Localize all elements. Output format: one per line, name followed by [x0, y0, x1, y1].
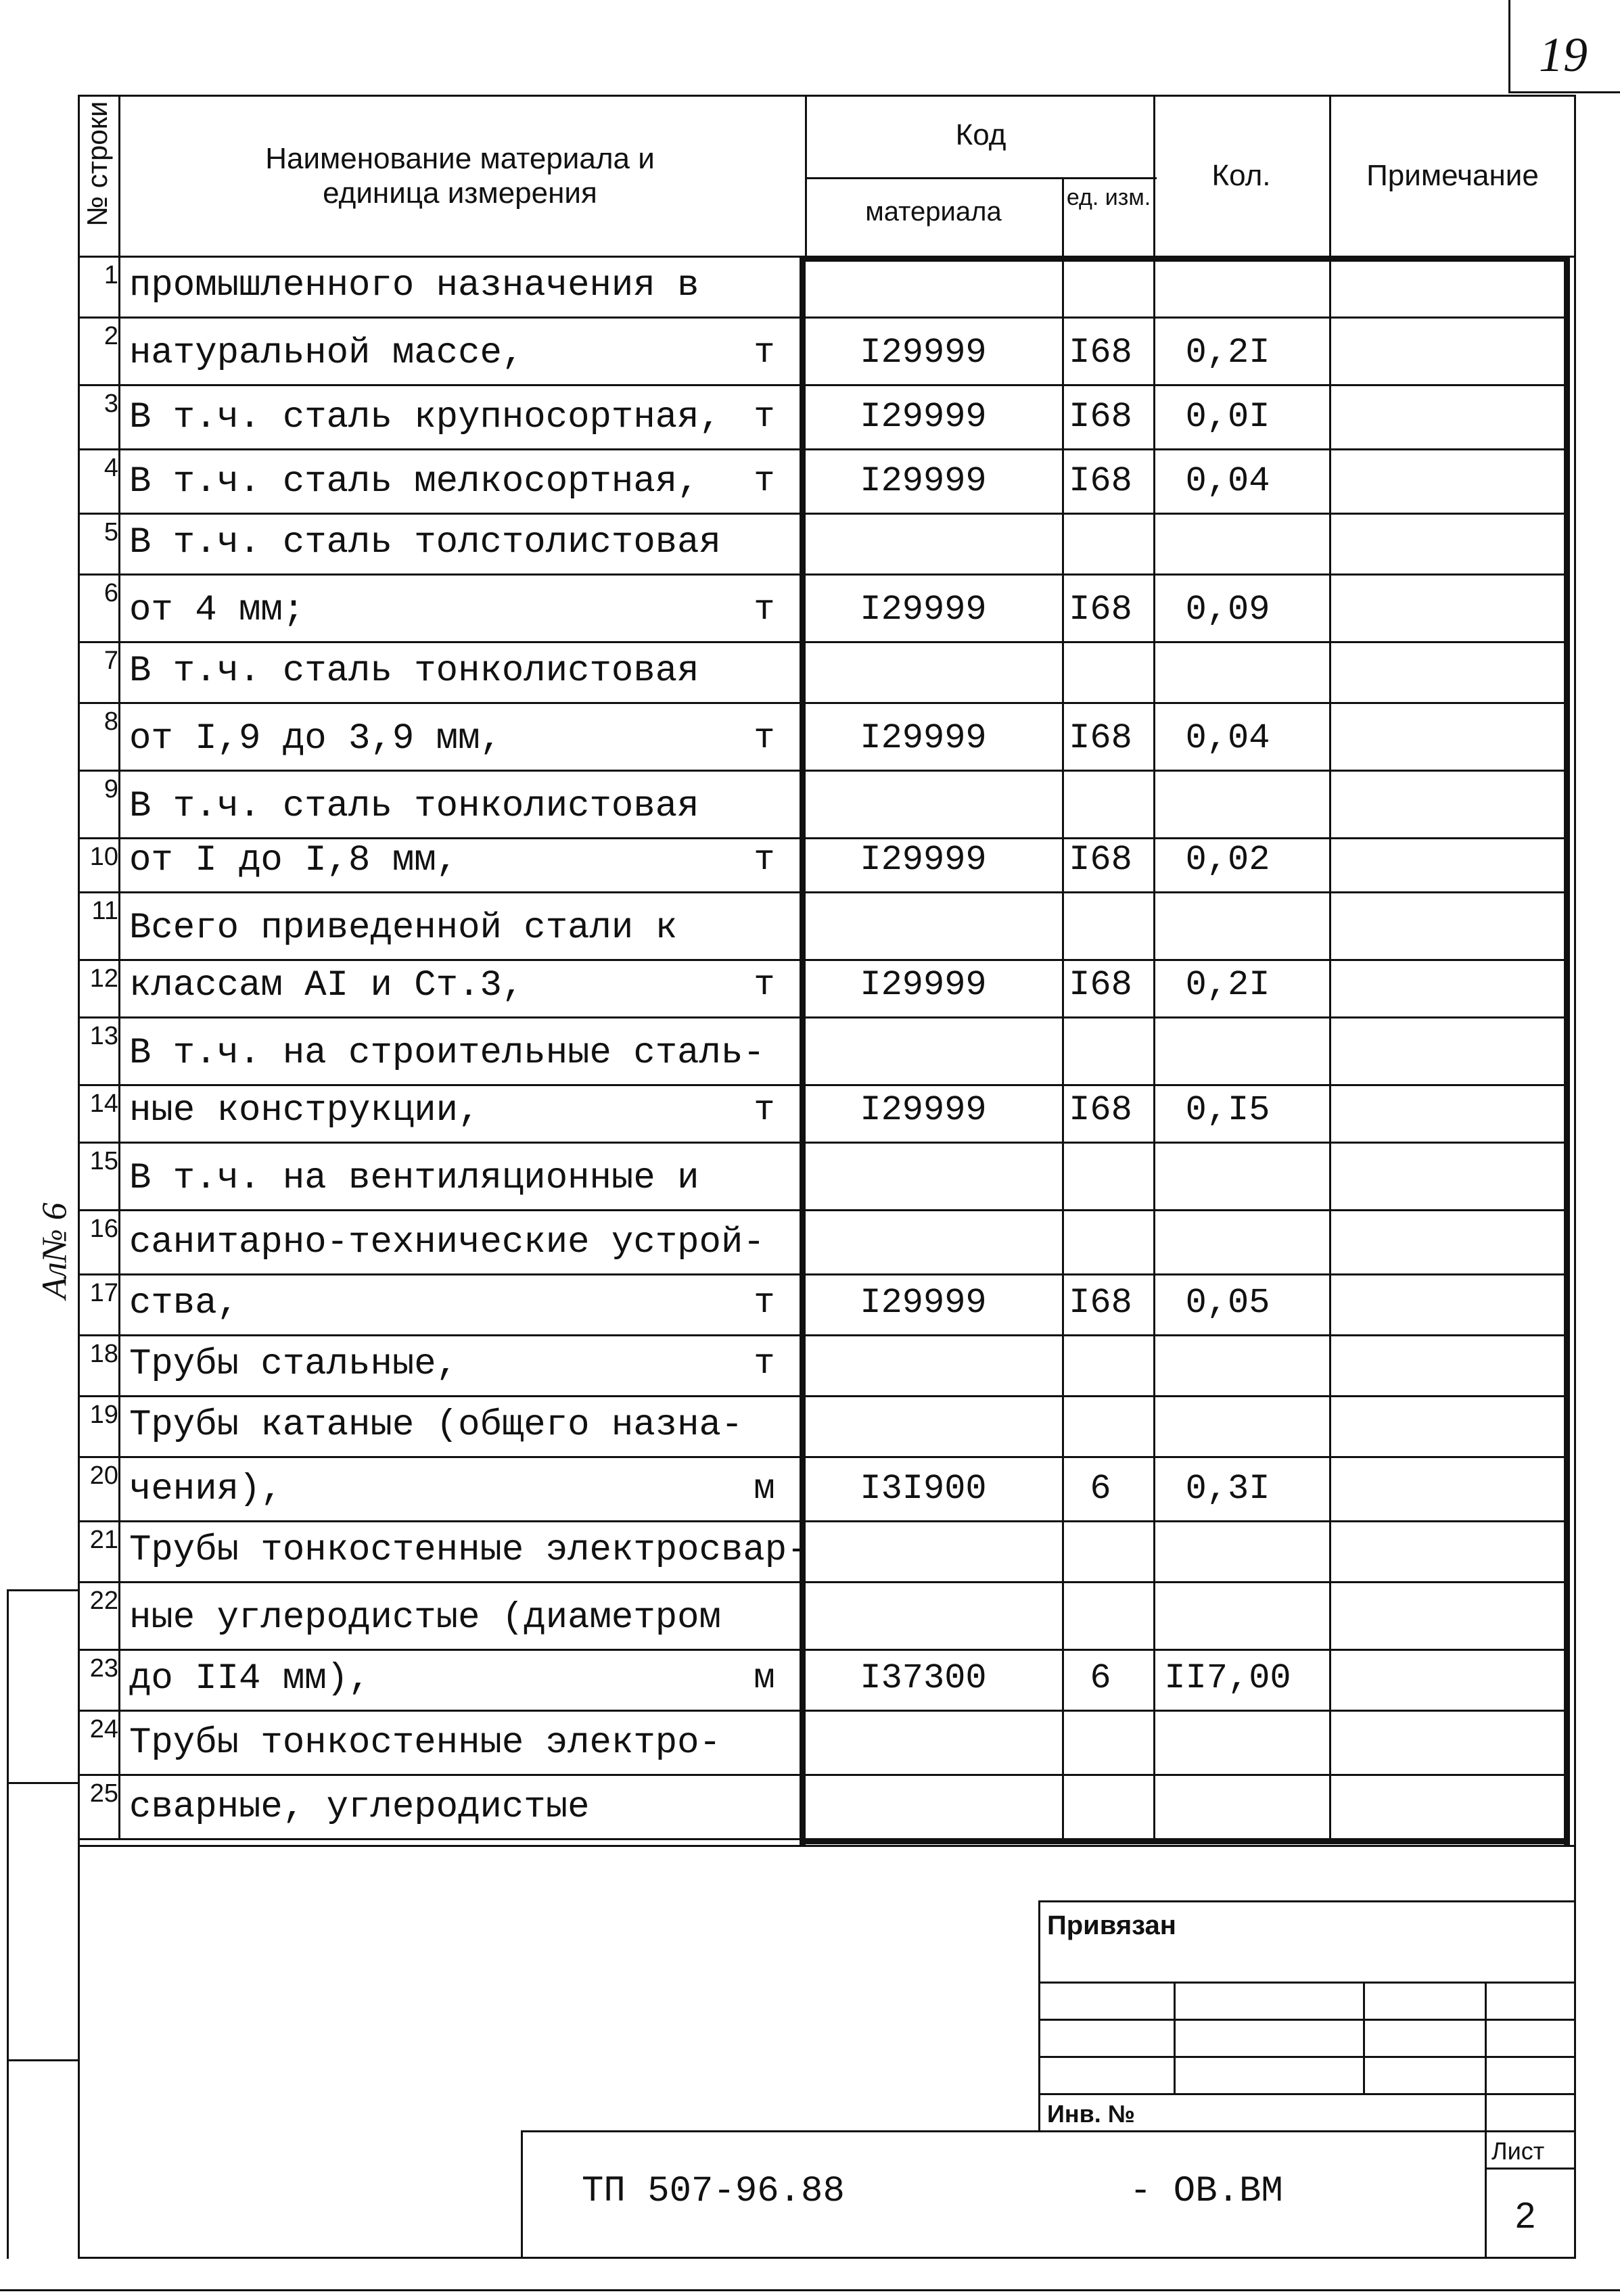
table-row [78, 450, 1573, 514]
material-code: I37300 [860, 1658, 987, 1698]
material-name: В т.ч. сталь крупносортная, [129, 397, 721, 438]
stamp-grid-v3 [1485, 1982, 1487, 2130]
sheet-box-mid [1485, 2168, 1576, 2170]
doc-code: ТП 507-96.88 [582, 2171, 845, 2212]
table-row [78, 385, 1573, 450]
row-number: 10 [89, 843, 118, 871]
material-name: Всего приведенной стали к [129, 908, 678, 949]
quantity: 0,3I [1185, 1469, 1270, 1509]
header-material: материала [865, 197, 1002, 227]
doc-suffix: - ОВ.ВМ [1130, 2171, 1283, 2212]
table-row [78, 1143, 1573, 1211]
unit-of-measure: т [754, 590, 775, 630]
table-row [78, 1650, 1573, 1711]
material-name: от 4 мм; [129, 590, 305, 631]
material-name: классам AI и Ст.3, [129, 965, 524, 1006]
unit-of-measure: т [754, 1283, 775, 1323]
binding-strip-mid [7, 1782, 80, 1784]
table-row [78, 318, 1573, 385]
material-code: I29999 [860, 718, 987, 758]
table-row [78, 257, 1573, 318]
unit-of-measure: т [754, 461, 775, 501]
table-row [78, 1457, 1573, 1522]
material-code: I29999 [860, 1090, 987, 1130]
header-code: Код [955, 118, 1006, 151]
material-code: I29999 [860, 397, 987, 437]
unit-code: I68 [1069, 965, 1132, 1005]
header-note: Примечание [1366, 159, 1539, 192]
stamp-grid-2 [1038, 2019, 1576, 2021]
material-code: I29999 [860, 840, 987, 880]
table-row [78, 514, 1573, 575]
material-name: В т.ч. сталь толстолистовая [129, 522, 721, 563]
row-number: 7 [103, 647, 118, 675]
table-row [78, 771, 1573, 839]
material-name: ства, [129, 1283, 239, 1324]
row-number: 25 [89, 1779, 118, 1808]
material-code: I29999 [860, 333, 987, 373]
material-name: Трубы стальные, [129, 1344, 459, 1385]
material-name: ные углеродистые (диаметром [129, 1597, 721, 1639]
material-name: ные конструкции, [129, 1090, 480, 1131]
material-code: I29999 [860, 1283, 987, 1323]
material-name: Трубы тонкостенные электросвар- [129, 1530, 809, 1571]
row-number: 4 [103, 454, 118, 482]
material-name: сварные, углеродистые [129, 1787, 590, 1828]
unit-code: I68 [1069, 590, 1132, 630]
stamp-inv-label: Инв. № [1047, 2100, 1135, 2128]
quantity: 0,2I [1185, 965, 1270, 1005]
sheet-number: 2 [1515, 2195, 1536, 2236]
row-number: 20 [89, 1461, 118, 1490]
unit-of-measure: т [754, 1090, 775, 1130]
header-name: Наименование материала и единица измерения [265, 142, 655, 210]
unit-code: I68 [1069, 461, 1132, 501]
material-name: натуральной массе, [129, 333, 524, 374]
stamp-grid-v2 [1363, 1982, 1365, 2093]
material-name: санитарно-технические устрой- [129, 1222, 765, 1263]
stamp-grid-3 [1038, 2056, 1576, 2058]
table-row [78, 642, 1573, 703]
table-row [78, 1522, 1573, 1583]
title-block-left [521, 2130, 523, 2259]
stamp-grid-v1 [1174, 1982, 1176, 2093]
row-number: 9 [103, 775, 118, 803]
page-number: 19 [1539, 28, 1588, 82]
stamp-attached-left [1038, 1900, 1040, 2130]
row-number: 6 [103, 579, 118, 607]
row-number: 1 [103, 261, 118, 289]
header-code-split [805, 177, 1157, 179]
unit-of-measure: т [754, 333, 775, 373]
table-row [78, 839, 1573, 893]
unit-code: I68 [1069, 1283, 1132, 1323]
quantity: 0,09 [1185, 590, 1270, 630]
row-number: 11 [91, 897, 118, 925]
quantity: 0,04 [1185, 718, 1270, 758]
material-name: от I,9 до 3,9 мм, [129, 718, 502, 759]
row-number: 13 [89, 1022, 118, 1050]
row-number: 14 [89, 1090, 118, 1118]
table-row [78, 1583, 1573, 1650]
unit-of-measure: м [754, 1658, 775, 1698]
material-name: В т.ч. сталь мелкосортная, [129, 461, 699, 502]
row-separator [78, 1838, 1569, 1840]
quantity: II7,00 [1164, 1658, 1291, 1698]
unit-of-measure: т [754, 1344, 775, 1384]
row-number: 8 [103, 707, 118, 736]
material-code: I29999 [860, 590, 987, 630]
material-name: Трубы катаные (общего назна- [129, 1405, 743, 1446]
unit-of-measure: т [754, 965, 775, 1005]
table-row [78, 893, 1573, 960]
material-name: Трубы тонкостенные электро- [129, 1723, 721, 1764]
material-name: от I до I,8 мм, [129, 840, 459, 881]
row-number: 22 [89, 1587, 118, 1615]
quantity: 0,04 [1185, 461, 1270, 501]
quantity: 0,0I [1185, 397, 1270, 437]
table-row [78, 1275, 1573, 1336]
stamp-grid-1 [1038, 1982, 1576, 1984]
row-number: 19 [89, 1401, 118, 1429]
quantity: 0,I5 [1185, 1090, 1270, 1130]
row-number: 2 [103, 322, 118, 350]
material-name: В т.ч. сталь тонколистовая [129, 786, 699, 827]
row-number: 23 [89, 1654, 118, 1683]
table-row [78, 960, 1573, 1018]
material-code: I29999 [860, 965, 987, 1005]
unit-of-measure: т [754, 718, 775, 758]
unit-code: I68 [1069, 718, 1132, 758]
row-number: 16 [89, 1215, 118, 1243]
sheet-label: Лист [1491, 2137, 1545, 2165]
unit-code: 6 [1090, 1469, 1111, 1509]
material-name: чения), [129, 1469, 283, 1510]
row-number: 12 [89, 964, 118, 993]
corner-line-v [1508, 0, 1510, 91]
table-end-line [78, 1845, 1576, 1847]
binding-strip-line [7, 1589, 9, 2259]
table-row [78, 1018, 1573, 1085]
table-row [78, 1336, 1573, 1397]
quantity: 0,05 [1185, 1283, 1270, 1323]
material-name: до II4 мм), [129, 1658, 371, 1700]
material-code: I29999 [860, 461, 987, 501]
material-name: В т.ч. на строительные сталь- [129, 1033, 765, 1074]
quantity: 0,2I [1185, 333, 1270, 373]
row-number: 18 [89, 1340, 118, 1368]
table-row [78, 1211, 1573, 1275]
header-unit-code: ед. изм. [1066, 185, 1151, 210]
material-name: В т.ч. на вентиляционные и [129, 1158, 699, 1199]
unit-code: I68 [1069, 333, 1132, 373]
binding-strip-low [7, 2059, 80, 2061]
material-code: I3I900 [860, 1469, 987, 1509]
material-name: промышленного назначения в [129, 265, 699, 306]
table-row [78, 1085, 1573, 1143]
binding-strip-top [7, 1589, 80, 1591]
unit-code: I68 [1069, 1090, 1132, 1130]
unit-of-measure: м [754, 1469, 775, 1509]
unit-code: 6 [1090, 1658, 1111, 1698]
row-number: 5 [103, 518, 118, 546]
row-number: 15 [89, 1147, 118, 1175]
row-number: 17 [89, 1279, 118, 1307]
row-number: 21 [89, 1526, 118, 1554]
table-row [78, 1397, 1573, 1457]
corner-line-h [1508, 91, 1620, 93]
row-number: 24 [89, 1715, 118, 1743]
scan-edge-line [0, 2289, 1620, 2291]
quantity: 0,02 [1185, 840, 1270, 880]
header-row-no: № строки [81, 101, 113, 227]
table-row [78, 1711, 1573, 1775]
table-row [78, 575, 1573, 642]
stamp-grid-4 [1038, 2093, 1576, 2095]
material-name: В т.ч. сталь тонколистовая [129, 651, 699, 692]
unit-of-measure: т [754, 397, 775, 437]
unit-code: I68 [1069, 840, 1132, 880]
sheet-box-left [1485, 2130, 1487, 2259]
margin-note: Ал№ 6 [35, 1202, 74, 1299]
col-line-ed-hdr [1062, 177, 1064, 257]
row-number: 3 [103, 390, 118, 418]
table-row [78, 1775, 1573, 1840]
unit-code: I68 [1069, 397, 1132, 437]
stamp-attached-label: Привязан [1047, 1911, 1176, 1940]
unit-of-measure: т [754, 840, 775, 880]
header-qty: Кол. [1211, 159, 1271, 192]
title-block-top [521, 2130, 1576, 2132]
table-row [78, 703, 1573, 771]
stamp-attached-top [1038, 1900, 1576, 1902]
